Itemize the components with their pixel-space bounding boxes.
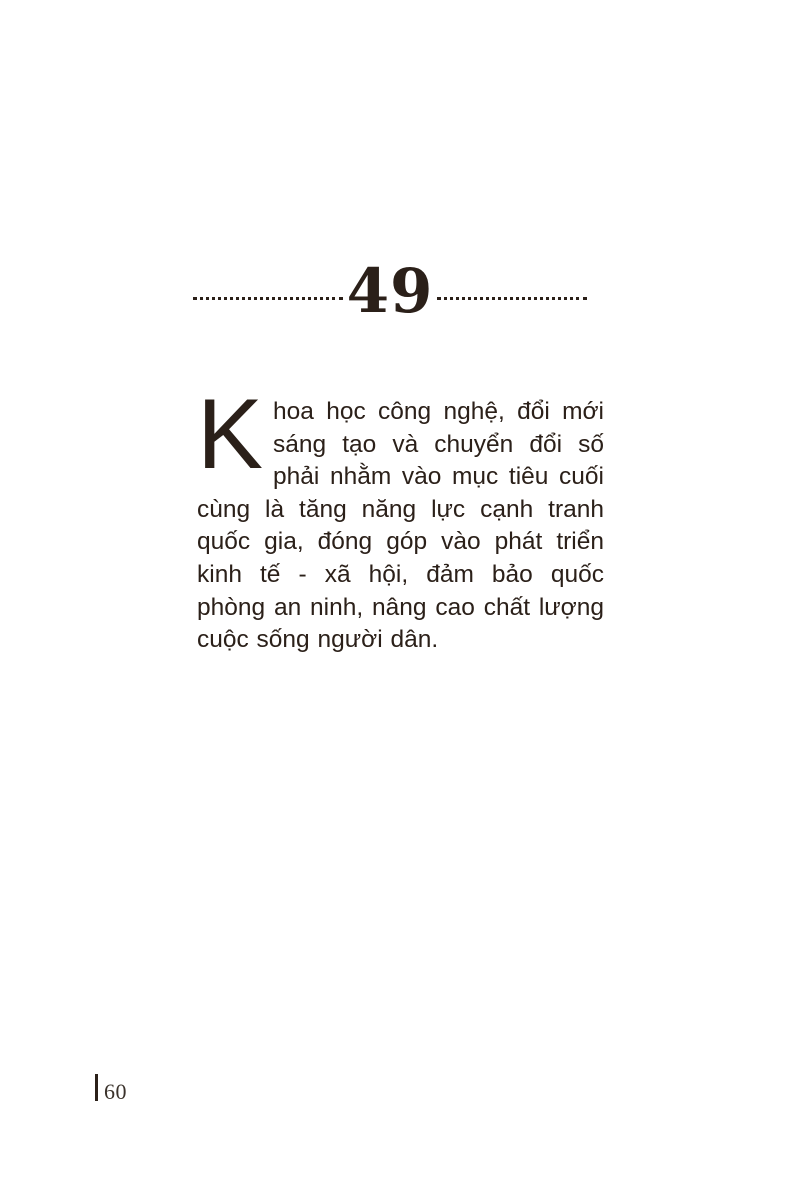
dropcap-letter: K [197,378,264,489]
dotted-rule-right [437,297,587,300]
quote-paragraph [197,378,604,657]
page-footer [95,1074,127,1105]
chapter-number: 49 [346,256,434,327]
quote-text: hoa học công nghệ, đổi mới sáng tạo và chuyển đổi số phải nhằm vào mục tiêu cuối cùng là tăng năng lực cạnh tranh quốc gia, đóng góp vào phát triển kinh tế - xã hội, đảm bảo quốc phòng an ninh, nâng cao chất lượng cuộc sống người dân. [197,398,604,654]
chapter-header [193,244,587,327]
page-number: 60 [104,1079,127,1104]
dotted-rule-left [193,297,343,300]
footer-bar [95,1074,98,1101]
